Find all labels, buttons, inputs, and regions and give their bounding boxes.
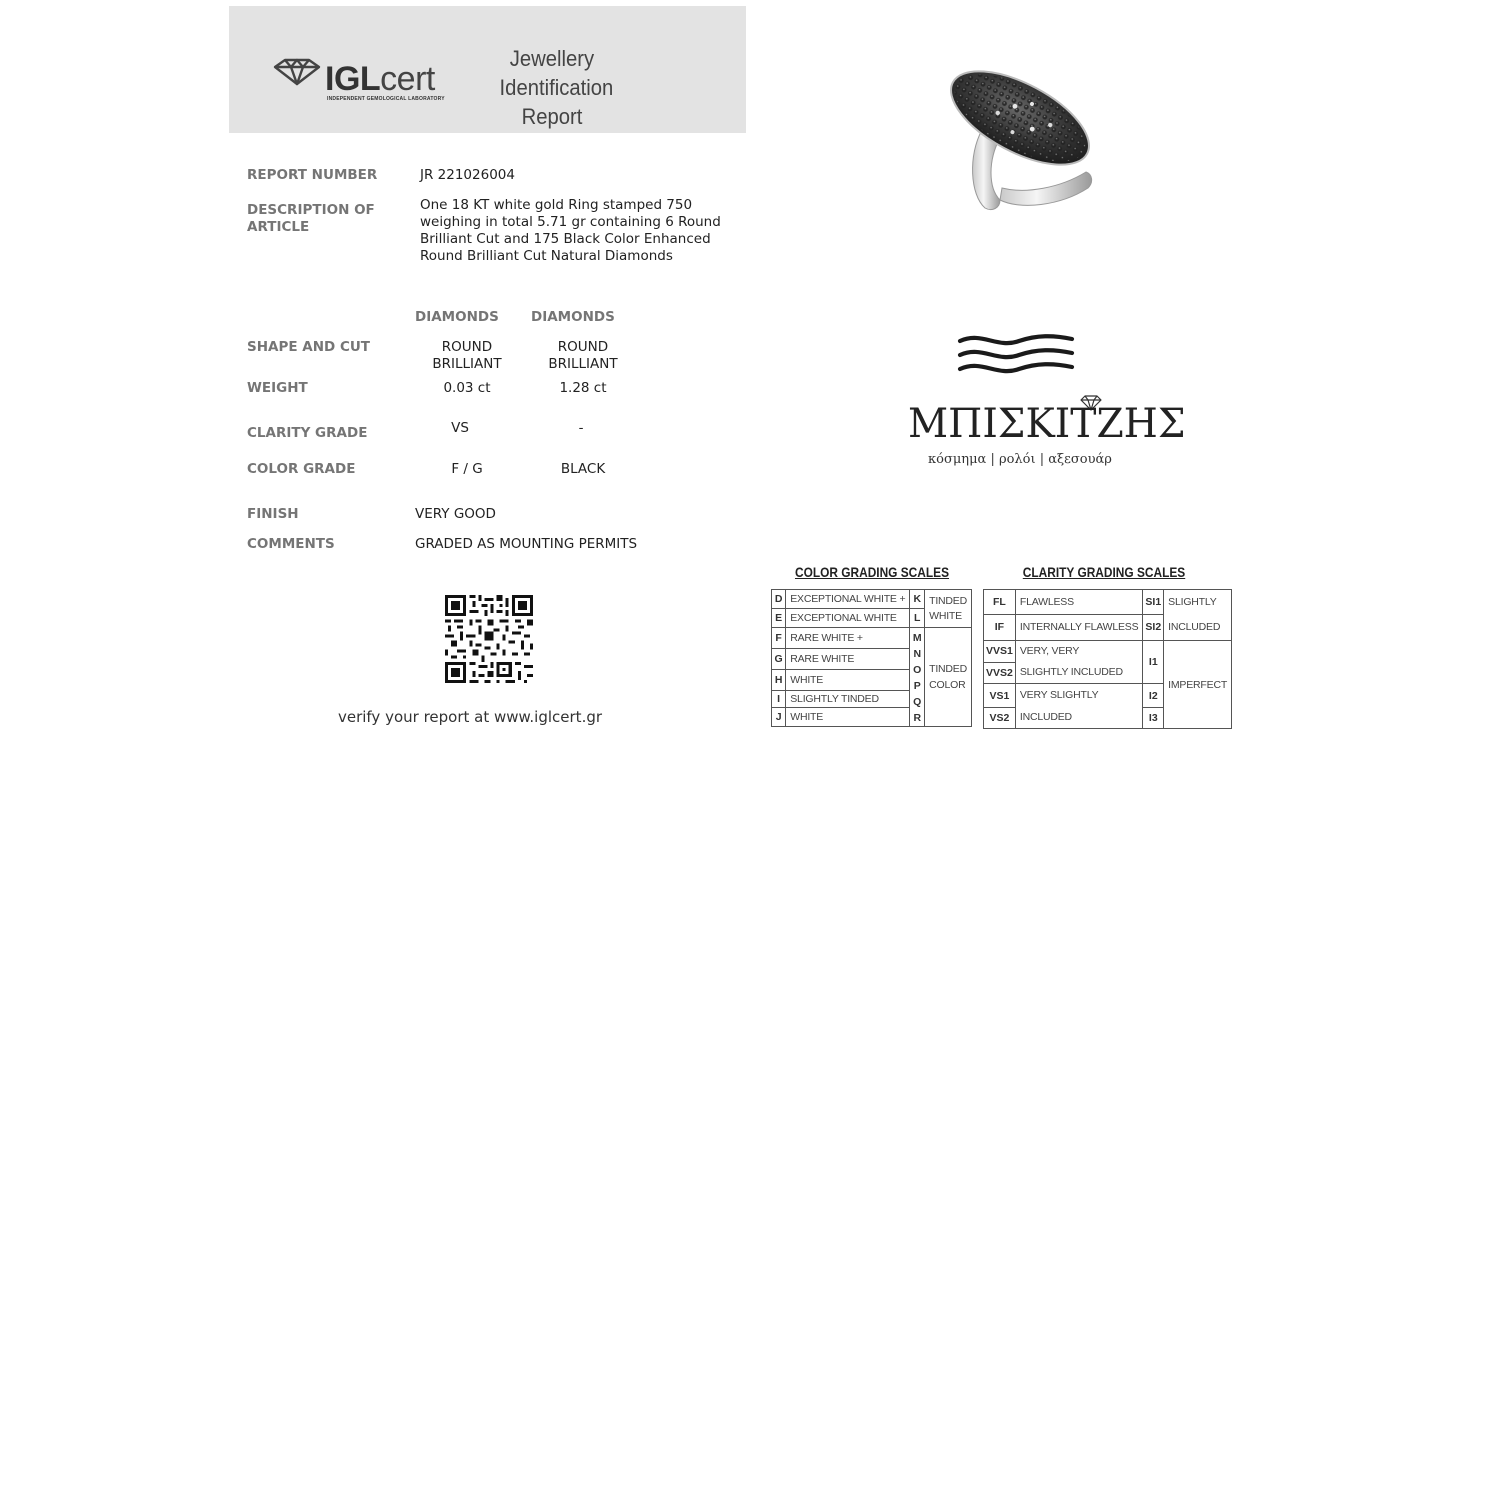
color-value-2: BLACK	[560, 461, 606, 477]
clarity-code: VVS2	[984, 662, 1016, 684]
iglcert-logo-text: IGLcert	[325, 60, 435, 98]
color-label: COLOR GRADE	[247, 461, 356, 477]
color-label: RARE WHITE	[786, 649, 910, 670]
color-code: F	[772, 628, 786, 649]
color-code: E	[772, 609, 786, 628]
weight-value-1: 0.03 ct	[443, 380, 491, 396]
column-header-diamonds-1: DIAMONDS	[415, 309, 499, 325]
color-code: H	[772, 670, 786, 691]
color-label: RARE WHITE +	[786, 628, 910, 649]
qr-code-icon	[445, 595, 533, 683]
clarity-grading-table	[983, 589, 1232, 729]
color-codes-stack: M N O P Q R	[910, 628, 925, 727]
report-title: Jewellery Identification Report	[499, 46, 614, 129]
color-range-label: TINDED WHITE	[925, 590, 972, 628]
weight-value-2: 1.28 ct	[559, 380, 607, 396]
color-label: EXCEPTIONAL WHITE	[786, 609, 910, 628]
report-number-label: REPORT NUMBER	[247, 167, 378, 183]
finish-label: FINISH	[247, 506, 299, 522]
clarity-code: VS1	[984, 684, 1016, 708]
clarity-code: IF	[984, 614, 1016, 640]
clarity-label: FLAWLESS	[1015, 590, 1143, 615]
color-code: G	[772, 649, 786, 670]
clarity-label: VERY, VERY SLIGHTLY INCLUDED	[1015, 641, 1143, 684]
color-code: I	[772, 691, 786, 708]
color-label: WHITE	[786, 670, 910, 691]
description-label: DESCRIPTION OF ARTICLE	[247, 202, 375, 235]
clarity-code: SI1	[1143, 590, 1164, 615]
clarity-code: I3	[1143, 708, 1164, 729]
shape-value-1: ROUND BRILLIANT	[432, 339, 502, 372]
brand-waves-icon	[957, 333, 1075, 379]
verify-report-text: verify your report at www.iglcert.gr	[337, 708, 603, 726]
color-code: D	[772, 590, 786, 609]
brand-tagline: κόσμημα | ρολόι | αξεσουάρ	[928, 452, 1112, 467]
ring-product-image	[940, 60, 1110, 220]
clarity-scale-title: CLARITY GRADING SCALES	[1022, 564, 1186, 580]
comments-value: GRADED AS MOUNTING PERMITS	[415, 536, 638, 552]
clarity-code: VS2	[984, 708, 1016, 729]
color-label: EXCEPTIONAL WHITE +	[786, 590, 910, 609]
color-value-1: F / G	[451, 461, 483, 477]
color-grading-table	[771, 589, 972, 727]
comments-label: COMMENTS	[247, 536, 335, 552]
clarity-value-2: -	[578, 420, 584, 436]
clarity-code: VVS1	[984, 641, 1016, 663]
color-code: J	[772, 708, 786, 727]
shape-value-2: ROUND BRILLIANT	[548, 339, 618, 372]
clarity-label: INTERNALLY FLAWLESS	[1015, 614, 1143, 640]
clarity-label: CLARITY GRADE	[247, 425, 368, 441]
logo-subtitle: INDEPENDENT GEMOLOGICAL LABORATORY	[327, 96, 445, 102]
shape-label: SHAPE AND CUT	[247, 339, 371, 355]
clarity-range-label: SLIGHTLY INCLUDED	[1164, 590, 1232, 641]
clarity-code: SI2	[1143, 614, 1164, 640]
report-header	[229, 6, 746, 133]
clarity-code: I2	[1143, 684, 1164, 708]
clarity-code: I1	[1143, 641, 1164, 684]
color-range-label: TINDED COLOR	[925, 628, 972, 727]
clarity-value-1: VS	[451, 420, 469, 436]
color-scale-title: COLOR GRADING SCALES	[794, 564, 950, 580]
description-value: One 18 KT white gold Ring stamped 750 weighing in total 5.71 gr containing 6 Round Brilliant Cut and 175 Black Color Enhanced Round Brilliant Cut Natural Diamonds	[420, 197, 721, 264]
clarity-range-label: IMPERFECT	[1164, 641, 1232, 729]
clarity-label: VERY SLIGHTLY INCLUDED	[1015, 684, 1143, 729]
diamond-logo-icon	[273, 58, 321, 86]
finish-value: VERY GOOD	[415, 506, 496, 522]
color-code: K	[910, 590, 925, 609]
color-label: WHITE	[786, 708, 910, 727]
report-number-value: JR 221026004	[420, 167, 515, 183]
column-header-diamonds-2: DIAMONDS	[531, 309, 615, 325]
color-label: SLIGHTLY TINDED	[786, 691, 910, 708]
weight-label: WEIGHT	[247, 380, 308, 396]
clarity-code: FL	[984, 590, 1016, 615]
brand-name: ΜΠΙΣΚΙΤΖΗΣ	[908, 401, 1186, 447]
color-code: L	[910, 609, 925, 628]
